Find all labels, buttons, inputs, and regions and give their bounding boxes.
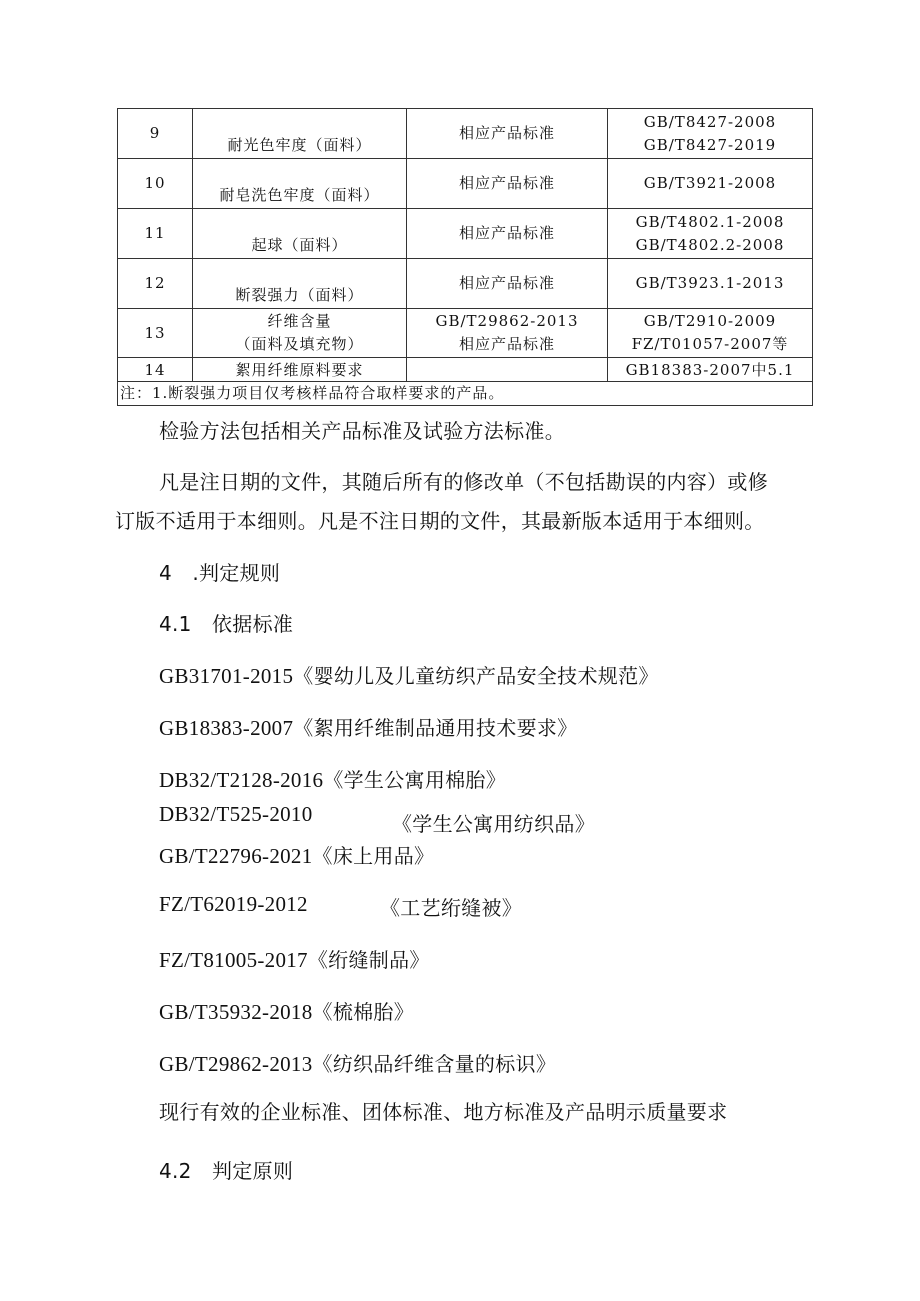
test-item: 絮用纤维原料要求: [193, 358, 407, 382]
row-number: 11: [118, 209, 193, 259]
standard-item: GB/T22796-2021《床上用品》: [159, 844, 435, 868]
requirement: [407, 358, 608, 382]
test-item: 断裂强力（面料）: [193, 259, 407, 309]
requirement: 相应产品标准: [407, 109, 608, 159]
paragraph-test-methods: 检验方法包括相关产品标准及试验方法标准。: [159, 419, 565, 443]
test-method: GB18383-2007中5.1: [608, 358, 813, 382]
standard-item: GB/T29862-2013《纺织品纤维含量的标识》: [159, 1052, 557, 1076]
standard-item-title: 《工艺绗缝被》: [380, 896, 523, 920]
table-note-row: [118, 382, 813, 406]
test-method: GB/T4802.1-2008 GB/T4802.2-2008: [608, 209, 813, 259]
table-row: [118, 309, 813, 358]
table-row: [118, 109, 813, 159]
standard-item: GB/T35932-2018《梳棉胎》: [159, 1000, 415, 1024]
table-row: [118, 358, 813, 382]
paragraph-dated-docs-line1: 凡是注日期的文件，其随后所有的修改单（不包括勘误的内容）或修: [159, 470, 768, 494]
row-number: 13: [118, 309, 193, 358]
standard-item-code: FZ/T62019-2012: [159, 892, 308, 916]
standard-item: DB32/T2128-2016《学生公寓用棉胎》: [159, 768, 507, 792]
test-method: GB/T3923.1-2013: [608, 259, 813, 309]
test-items-table: [117, 108, 813, 406]
paragraph-dated-docs-line2: 订版不适用于本细则。凡是不注日期的文件，其最新版本适用于本细则。: [115, 509, 765, 533]
test-method: GB/T3921-2008: [608, 159, 813, 209]
row-number: 9: [118, 109, 193, 159]
test-method: GB/T8427-2008 GB/T8427-2019: [608, 109, 813, 159]
test-item: 耐光色牢度（面料）: [193, 109, 407, 159]
standard-item: GB18383-2007《絮用纤维制品通用技术要求》: [159, 716, 578, 740]
standard-item-title: 《学生公寓用纺织品》: [392, 812, 595, 836]
row-number: 12: [118, 259, 193, 309]
section-heading-4-1: 4.1 依据标准: [159, 612, 294, 636]
table-row: [118, 259, 813, 309]
paragraph-current-standards: 现行有效的企业标准、团体标准、地方标准及产品明示质量要求: [159, 1100, 728, 1124]
requirement: 相应产品标准: [407, 209, 608, 259]
row-number: 14: [118, 358, 193, 382]
test-method: GB/T2910-2009 FZ/T01057-2007等: [608, 309, 813, 358]
requirement: 相应产品标准: [407, 159, 608, 209]
requirement: GB/T29862-2013 相应产品标准: [407, 309, 608, 358]
table-note: 注：1.断裂强力项目仅考核样品符合取样要求的产品。: [118, 382, 813, 406]
section-heading-4-2: 4.2 判定原则: [159, 1159, 294, 1183]
row-number: 10: [118, 159, 193, 209]
test-item: 耐皂洗色牢度（面料）: [193, 159, 407, 209]
section-heading-4: 4 .判定规则: [159, 561, 281, 585]
test-item: 纤维含量 （面料及填充物）: [193, 309, 407, 358]
test-item: 起球（面料）: [193, 209, 407, 259]
requirement: 相应产品标准: [407, 259, 608, 309]
table-row: [118, 159, 813, 209]
standard-item-code: DB32/T525-2010: [159, 802, 313, 826]
standard-item: GB31701-2015《婴幼儿及儿童纺织产品安全技术规范》: [159, 664, 659, 688]
standard-item: FZ/T81005-2017《绗缝制品》: [159, 948, 430, 972]
table-row: [118, 209, 813, 259]
